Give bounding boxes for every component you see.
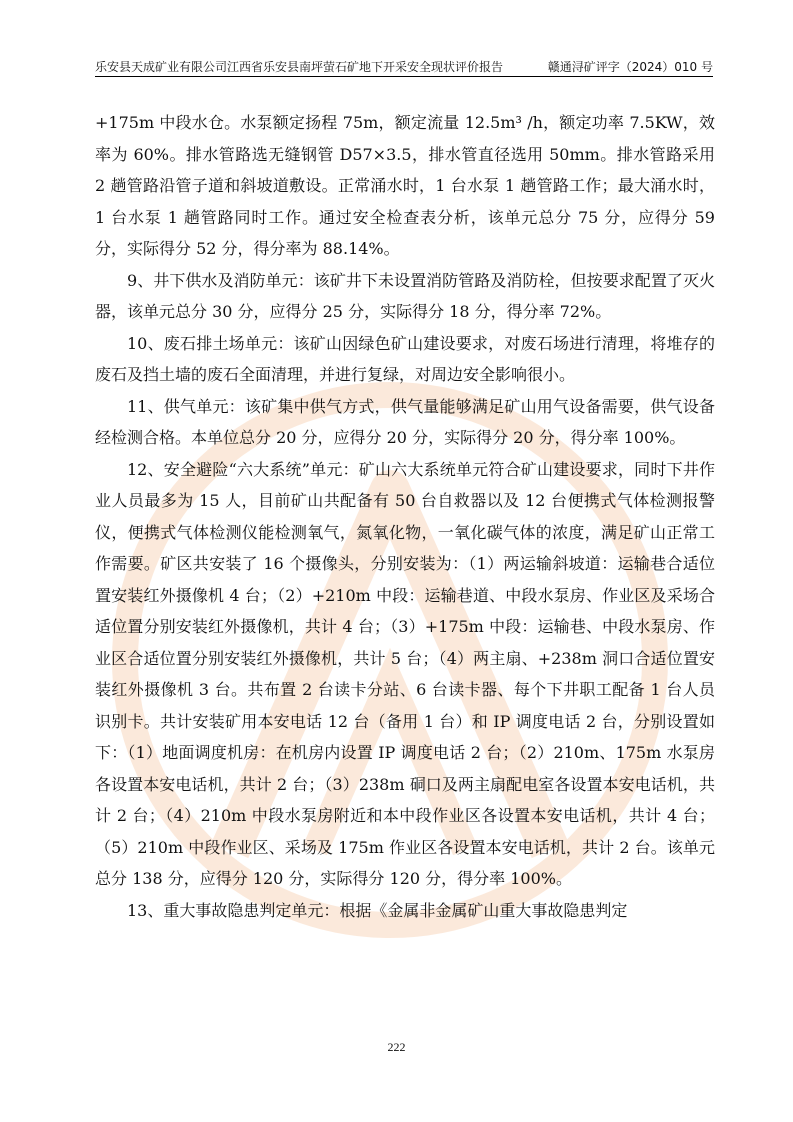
paragraph-air-supply: 11、供气单元：该矿集中供气方式，供气量能够满足矿山用气设备需要，供气设备经检测合格。本单位总分 20 分，应得分 20 分，实际得分 20 分，得分率 100%。	[95, 396, 715, 447]
paragraph-six-systems: 12、安全避险“六大系统”单元：矿山六大系统单元符合矿山建设要求，同时下井作业人员最多为 15 人，目前矿山共配备有 50 台自救器以及 12 台便携式气体检测报警仪，便携式气体检测仪能检测氧气，氮氧化物，一氧化碳气体的浓度，满足矿山正常工作需要。矿区共安装了 16 个摄像头，分别安装为：（1）两运输斜坡道：运输巷合适位置安装红外摄像机 4 台；（2）+210m 中段：运输巷道、中段水泵房、作业区及采场合适位置分别安装红外摄像机，共计 4 台；（3）+175m 中段：运输巷、中段水泵房、作业区合适位置分别安装红外摄像机，共计 5 台；（4）两主扇、+238m 洞口合适位置安装红外摄像机 3 台。共布置 2 台读卡分站、6 台读卡器、每个下井职工配备 1 台人员识别卡。共计安装矿用本安电话 12 台（备用 1 台）和 IP 调度电话 2 台，分别设置如下：（1）地面调度机房：在机房内设置 IP 调度电话 2 台；（2）210m、175m 水泵房各设置本安电话机，共计 2 台；（3）238m 硐口及两主扇配电室各设置本安电话机，共计 2 台；（4）210m 中段水泵房附近和本中段作业区各设置本安电话机，共计 4 台；（5）210m 中段作业区、采场及 175m 作业区各设置本安电话机，共计 2 台。该单元总分 138 分，应得分 120 分，实际得分 120 分，得分率 100%。	[95, 459, 715, 888]
paragraph-major-hazard: 13、重大事故隐患判定单元：根据《金属非金属矿山重大事故隐患判定	[127, 900, 628, 920]
page-number: 222	[387, 1040, 406, 1054]
paragraph-water-supply-fire: 9、井下供水及消防单元：该矿井下未设置消防管路及消防栓，但按要求配置了灭火器，该单元总分 30 分，应得分 25 分，实际得分 18 分，得分率 72%。	[95, 270, 715, 321]
document-body	[95, 107, 715, 926]
header-rule	[95, 76, 713, 77]
header-document-number: 赣通浔矿评字（2024）010 号	[547, 60, 713, 74]
paragraph-continuation: +175m 中段水仓。水泵额定扬程 75m，额定流量 12.5m³ /h，额定功率 7.5KW，效率为 60%。排水管路选无缝钢管 D57×3.5，排水管直径选用 50mm。排水管路采用 2 趟管路沿管子道和斜坡道敷设。正常涌水时，1 台水泵 1 趟管路工作；最大涌水时，1 台水泵 1 趟管路同时工作。通过安全检查表分析，该单元总分 75 分，应得分 59 分，实际得分 52 分，得分率为 88.14%。	[95, 113, 715, 258]
header-title: 乐安县天成矿业有限公司江西省乐安县南坪萤石矿地下开采安全现状评价报告	[95, 60, 504, 74]
paragraph-waste-rock-dump: 10、废石排土场单元：该矿山因绿色矿山建设要求，对废石场进行清理，将堆存的废石及挡土墙的废石全面清理，并进行复绿，对周边安全影响很小。	[95, 333, 715, 384]
page-header	[95, 55, 713, 75]
